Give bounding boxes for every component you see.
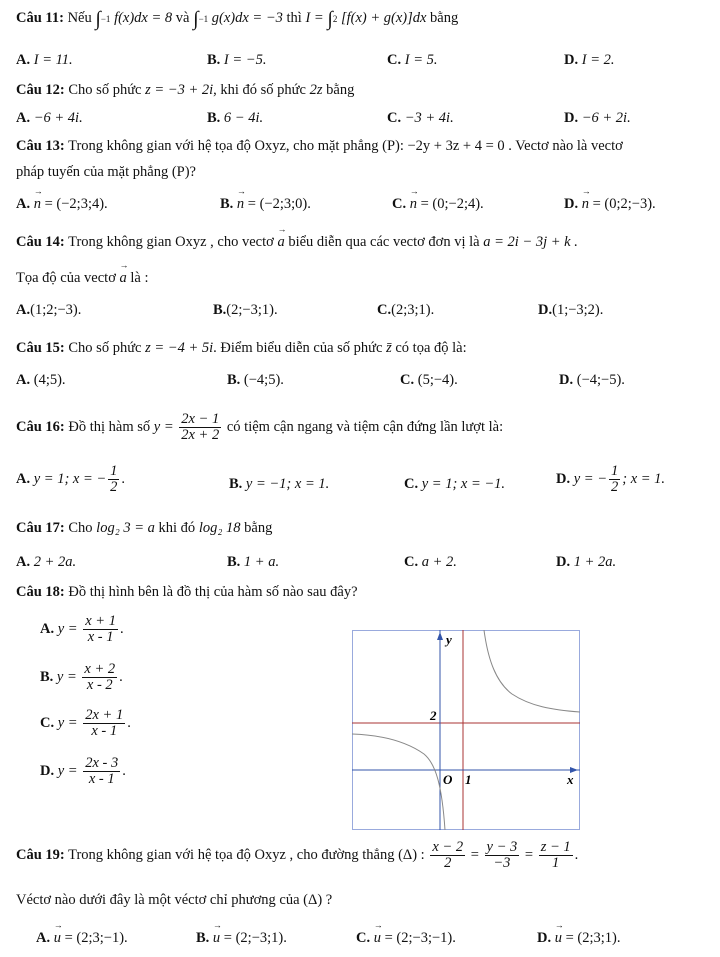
text: biểu diễn qua các vectơ đơn vị là xyxy=(288,234,480,250)
option-b[interactable]: B. 6 − 4i. xyxy=(207,110,264,126)
option-c[interactable]: C. a + 2. xyxy=(404,554,457,570)
text: . Điểm biểu diễn của số phức xyxy=(213,340,383,356)
text: pháp tuyến của mặt phẳng (P)? xyxy=(16,164,196,180)
option-b[interactable]: B. → u = (2;−3;1). xyxy=(196,930,287,947)
fraction: $\frac{z - 1}{1}$ xyxy=(540,839,571,872)
text: có tiệm cận ngang và tiệm cận đứng lần lượt là: xyxy=(226,419,504,436)
text: Cho số phức xyxy=(68,340,142,356)
question-label: Câu 12: xyxy=(16,82,65,98)
text: Nếu xyxy=(67,10,92,26)
option-c[interactable]: C. (5;−4). xyxy=(400,372,458,388)
tick-label-2: 2 xyxy=(430,708,437,723)
text: Cho xyxy=(68,520,93,536)
integral-g: g(x)dx = −3 xyxy=(211,10,283,26)
option-c[interactable]: C. → u = (2;−3;−1). xyxy=(356,930,456,947)
option-b[interactable]: B. I = −5. xyxy=(207,52,267,68)
expr: z = −3 + 2i xyxy=(145,82,214,98)
option-b[interactable]: B. 1 + a. xyxy=(227,554,280,570)
question-16 xyxy=(16,412,503,443)
question-14 xyxy=(16,234,578,251)
text: , khi đó số phức xyxy=(213,82,306,98)
option-a[interactable]: A. 2 + 2a. xyxy=(16,554,77,570)
question-label: Câu 13: xyxy=(16,138,65,154)
y-label: y xyxy=(446,632,452,647)
integral-f: f(x)dx = 8 xyxy=(114,10,173,26)
option-d[interactable]: D.(1;−3;2). xyxy=(538,302,604,318)
text: Cho số phức xyxy=(68,82,142,98)
option-d[interactable]: D. −6 + 2i. xyxy=(564,110,631,126)
option-a[interactable]: A. −6 + 4i. xyxy=(16,110,83,126)
tick-label-1: 1 xyxy=(465,772,472,787)
text: bằng xyxy=(244,520,273,536)
curve-right-branch xyxy=(484,630,580,712)
option-d[interactable]: D. 1 + 2a. xyxy=(556,554,617,570)
integral-sign: ∫ xyxy=(327,8,333,30)
expr: 2z xyxy=(309,82,323,98)
option-a[interactable]: A. y = 1; x = − $\frac{1}{2}$ . xyxy=(16,463,126,496)
curve-left-branch xyxy=(352,734,445,830)
option-c[interactable]: C. −3 + 4i. xyxy=(387,110,454,126)
question-19-cont xyxy=(16,892,332,909)
option-a[interactable]: A. y = $\frac{x + 1}{x - 1}$ . xyxy=(40,613,124,646)
option-a[interactable]: A.(1;2;−3). xyxy=(16,302,82,318)
expr: z = −4 + 5i xyxy=(145,340,214,356)
question-19: Câu 19: Trong không gian với hệ tọa độ Oxyz , cho đường thẳng (Δ) : $\frac{x - 2}{2}$ = $\frac{y - 3}{-3}$ = $\frac{z - 1}{1}$ . xyxy=(16,839,579,872)
y-axis-arrow xyxy=(437,632,443,640)
x-label: x xyxy=(567,772,574,787)
option-a[interactable]: A. I = 11. xyxy=(16,52,73,68)
text: bằng xyxy=(430,10,459,26)
option-b[interactable]: B. (−4;5). xyxy=(227,372,284,388)
graph-frame xyxy=(353,631,580,830)
option-a[interactable]: A. (4;5). xyxy=(16,372,66,388)
option-a[interactable]: A. → n = (−2;3;4). xyxy=(16,196,108,213)
option-d[interactable]: D. → u = (2;3;1). xyxy=(537,930,621,947)
question-label: Câu 11: xyxy=(16,10,64,26)
question-13 xyxy=(16,138,623,155)
option-c[interactable]: C. y = $\frac{2x + 1}{x - 1}$ . xyxy=(40,707,131,740)
text: Tọa độ của vectơ xyxy=(16,270,116,286)
option-d[interactable]: D. → n = (0;2;−3). xyxy=(564,196,656,213)
question-17 xyxy=(16,520,272,537)
text: có tọa độ là: xyxy=(395,340,467,356)
fraction: $\frac{2x - 1}{2x + 2}$ xyxy=(181,411,220,444)
text: là : xyxy=(130,270,149,286)
text: bằng xyxy=(326,82,355,98)
integral-sign: ∫ xyxy=(95,8,101,30)
text: Trong không gian Oxyz , cho vectơ xyxy=(68,234,274,250)
question-label: Câu 19: xyxy=(16,847,65,864)
option-c[interactable]: C. y = 1; x = −1. xyxy=(404,476,506,492)
integral-sum: [f(x) + g(x)]dx xyxy=(340,10,427,26)
question-13-cont xyxy=(16,164,196,181)
fraction: $\frac{x - 2}{2}$ xyxy=(432,839,464,872)
text: Đồ thị hình bên là đồ thị của hàm số nào sau đây? xyxy=(68,584,358,600)
option-d[interactable]: D. y = $\frac{2x - 3}{x - 1}$ . xyxy=(40,755,126,788)
integral-lower-limit: −1 xyxy=(100,14,111,24)
option-b[interactable]: B. → n = (−2;3;0). xyxy=(220,196,311,213)
vector-a: → a xyxy=(277,234,284,251)
question-label: Câu 15: xyxy=(16,340,65,356)
integral-lower-limit: −1 xyxy=(198,14,209,24)
question-label: Câu 16: xyxy=(16,419,65,436)
question-14-cont xyxy=(16,270,148,287)
question-18 xyxy=(16,584,358,601)
text: Véctơ nào dưới đây là một véctơ chỉ phương của xyxy=(16,892,300,908)
question-12 xyxy=(16,82,354,99)
question-11 xyxy=(16,8,458,31)
text: Trong không gian với hệ tọa độ Oxyz , cho đường thẳng xyxy=(68,847,395,864)
expr: log₂ 3 = a xyxy=(96,520,155,536)
text: Trong không gian với hệ tọa độ Oxyz, cho mặt phẳng (P): −2y + 3z + 4 = 0 . Vectơ nào là vectơ xyxy=(68,138,623,154)
function-graph xyxy=(352,630,580,830)
I-equals: I = xyxy=(305,10,324,26)
integral-sign: ∫ xyxy=(193,8,199,30)
option-c[interactable]: C. I = 5. xyxy=(387,52,438,68)
option-d[interactable]: D. (−4;−5). xyxy=(559,372,625,388)
text: thì xyxy=(286,10,302,26)
question-15 xyxy=(16,340,467,357)
delta: (Δ) : xyxy=(398,847,425,864)
option-d[interactable]: D. y = − $\frac{1}{2}$ ; x = 1. xyxy=(556,463,666,496)
option-c[interactable]: C.(2;3;1). xyxy=(377,302,435,318)
option-c[interactable]: C. → n = (0;−2;4). xyxy=(392,196,484,213)
integral-upper-limit: 2 xyxy=(332,14,338,24)
text: (Δ) ? xyxy=(303,892,333,908)
option-b[interactable]: B. y = $\frac{x + 2}{x - 2}$ . xyxy=(40,661,123,694)
question-label: Câu 14: xyxy=(16,234,65,250)
option-b[interactable]: B.(2;−3;1). xyxy=(213,302,278,318)
option-a[interactable]: A. → u = (2;3;−1). xyxy=(36,930,128,947)
expr: z̄ xyxy=(386,340,392,356)
text: Đồ thị hàm số xyxy=(68,419,151,436)
question-label: Câu 17: xyxy=(16,520,65,536)
fraction: $\frac{y - 3}{-3}$ xyxy=(486,839,518,872)
expr: log₂ 18 xyxy=(198,520,241,536)
expr: a = 2i − 3j + k . xyxy=(483,234,578,250)
origin-label: O xyxy=(443,772,453,787)
text: khi đó xyxy=(158,520,196,536)
question-label: Câu 18: xyxy=(16,584,65,600)
text: và xyxy=(175,10,190,26)
option-b[interactable]: B. y = −1; x = 1. xyxy=(229,476,330,492)
option-d[interactable]: D. I = 2. xyxy=(564,52,615,68)
vector-a: → a xyxy=(119,270,126,287)
y-equals: y = xyxy=(153,419,174,436)
